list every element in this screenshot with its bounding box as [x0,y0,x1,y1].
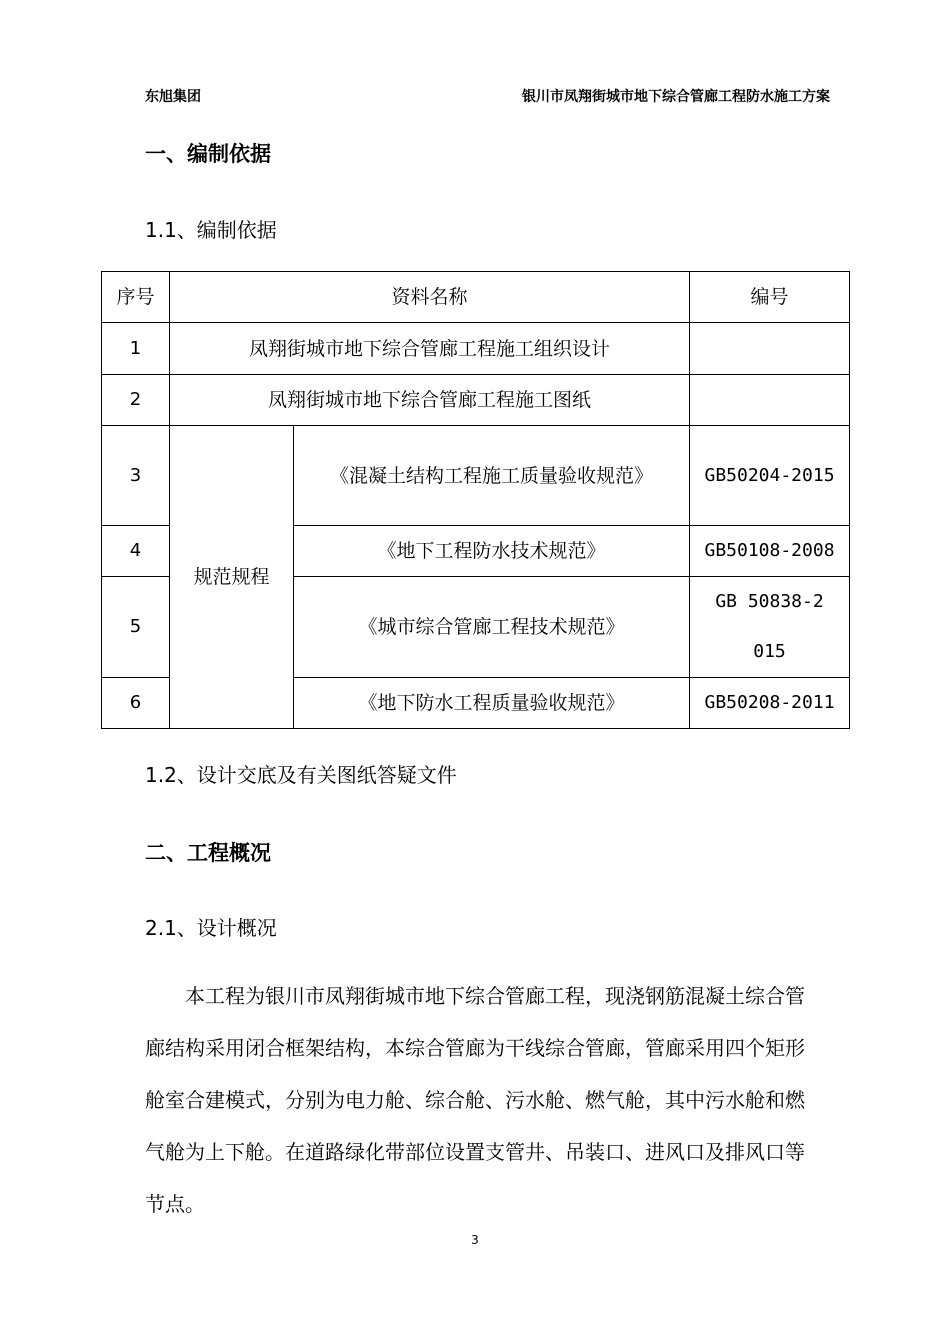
row-name: 《地下工程防水技术规范》 [294,526,690,577]
row-no: 2 [102,375,170,426]
section1-sub1: 1.1、编制依据 [145,218,277,242]
row-name: 《混凝土结构工程施工质量验收规范》 [294,426,690,526]
table-row [102,426,850,526]
row-name: 《城市综合管廊工程技术规范》 [294,577,690,678]
section2-title: 二、工程概况 [145,841,271,865]
header-project-title: 银川市凤翔街城市地下综合管廊工程防水施工方案 [522,89,830,105]
row-code: GB 50838-2015 [690,577,850,678]
row-no: 6 [102,678,170,729]
header-company: 东旭集团 [145,89,201,105]
row-no: 4 [102,526,170,577]
header-cell-name: 资料名称 [170,272,690,323]
row-code [690,375,850,426]
row-code: GB50204-2015 [690,426,850,526]
page-number: 3 [471,1233,479,1247]
header-cell-code: 编号 [690,272,850,323]
table-header-row [102,272,850,323]
row-name: 《地下防水工程质量验收规范》 [294,678,690,729]
table-row [102,375,850,426]
row-code: GB50208-2011 [690,678,850,729]
header-cell-no: 序号 [102,272,170,323]
basis-table [101,271,850,729]
row-no: 3 [102,426,170,526]
overview-paragraph: 本工程为银川市凤翔街城市地下综合管廊工程，现浇钢筋混凝土综合管廊结构采用闭合框架结构，本综合管廊为干线综合管廊，管廊采用四个矩形舱室合建模式，分别为电力舱、综合舱、污水舱、燃气舱，其中污水舱和燃气舱为上下舱。在道路绿化带部位设置支管井、吊装口、进风口及排风口等节点。 [145,984,805,1216]
row-no: 5 [102,577,170,678]
table-row [102,323,850,375]
row-code: GB50108-2008 [690,526,850,577]
section1-title: 一、编制依据 [145,142,271,166]
category-cell: 规范规程 [170,426,294,729]
row-name: 凤翔街城市地下综合管廊工程施工组织设计 [170,323,690,375]
section1-sub2: 1.2、设计交底及有关图纸答疑文件 [145,763,457,787]
row-code [690,323,850,375]
row-name: 凤翔街城市地下综合管廊工程施工图纸 [170,375,690,426]
row-no: 1 [102,323,170,375]
section2-sub1: 2.1、设计概况 [145,916,277,940]
